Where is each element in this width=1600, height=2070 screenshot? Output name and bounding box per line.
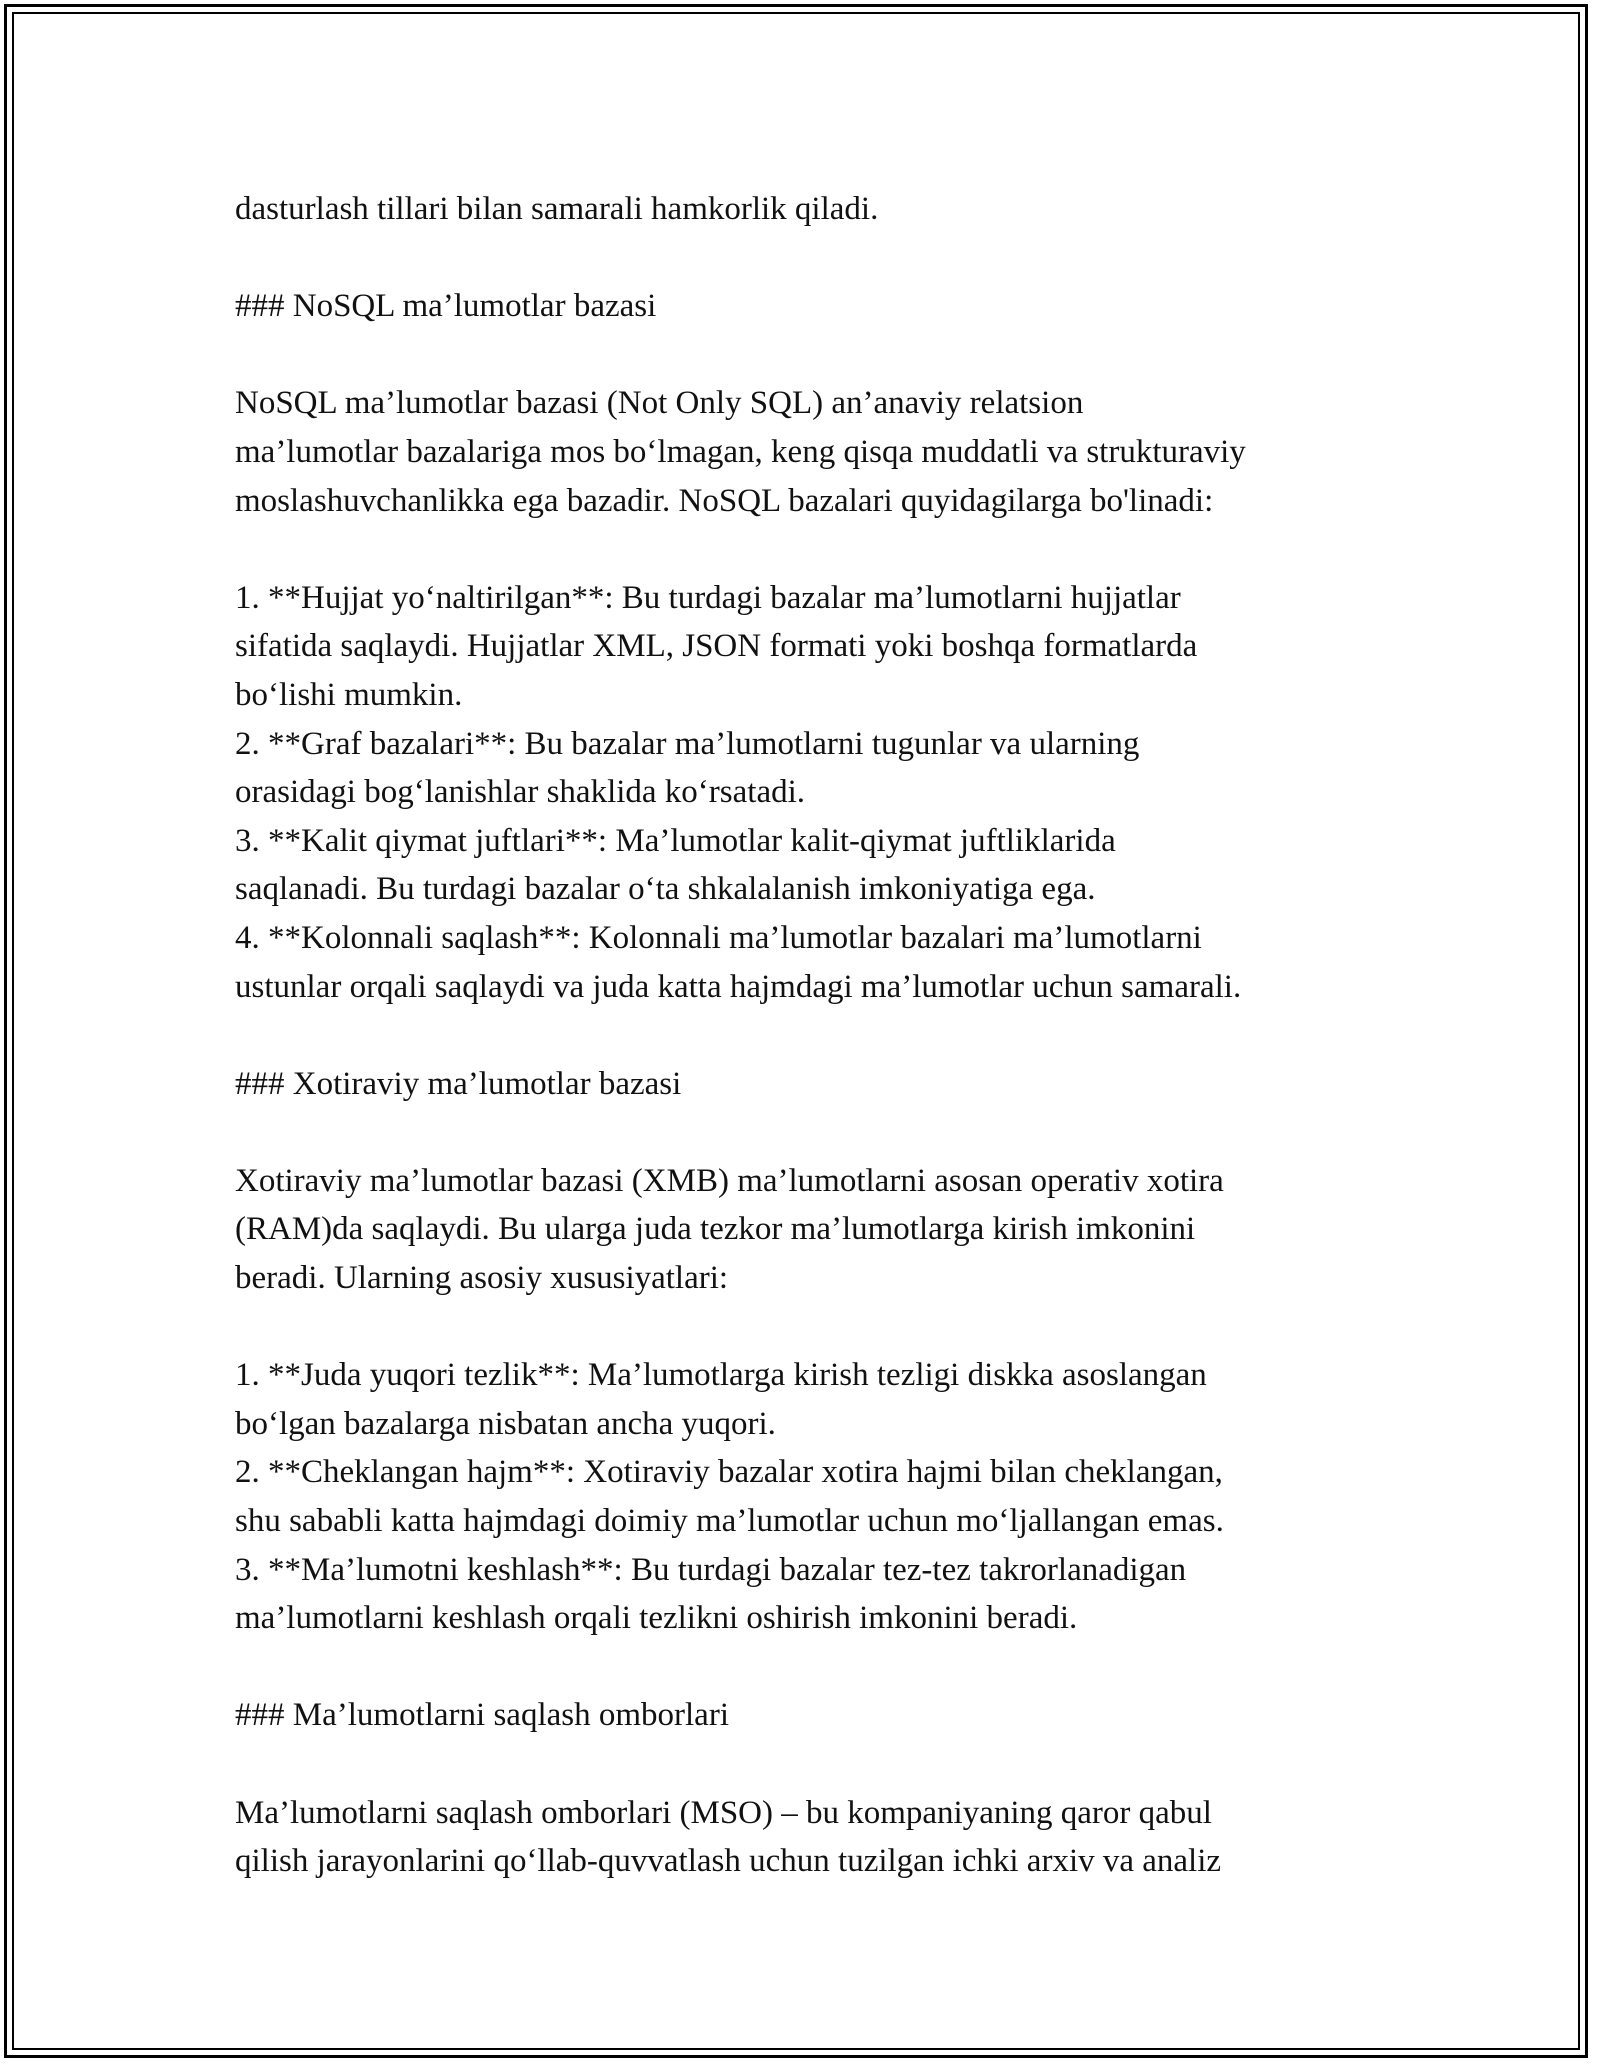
text-line: shu sababli katta hajmdagi doimiy ma’lumotlar uchun mo‘ljallangan emas.	[235, 1503, 1224, 1540]
text-line: beradi. Ularning asosiy xususiyatlari:	[235, 1260, 729, 1297]
blank-line	[235, 1740, 1435, 1789]
text-line: bo‘lishi mumkin.	[235, 676, 463, 713]
list-item: 3. **Ma’lumotni keshlash**: Bu turdagi bazalar tez-tez takrorlanadigan	[235, 1551, 1187, 1588]
text-line: moslashuvchanlikka ega bazadir. NoSQL bazalari quyidagilarga bo'linadi:	[235, 482, 1214, 519]
text-line: sifatida saqlaydi. Hujjatlar XML, JSON formati yoki boshqa formatlarda	[235, 628, 1198, 665]
text-line: saqlanadi. Bu turdagi bazalar o‘ta shkalalanish imkoniyatiga ega.	[235, 871, 1096, 908]
list-item: 3. **Kalit qiymat juftlari**: Ma’lumotlar kalit-qiymat juftliklarida	[235, 822, 1116, 859]
list-item: 4. **Kolonnali saqlash**: Kolonnali ma’lumotlar bazalari ma’lumotlarni	[235, 919, 1202, 956]
text-line: dasturlash tillari bilan samarali hamkorlik qiladi.	[235, 191, 879, 227]
text-line: NoSQL ma’lumotlar bazasi (Not Only SQL) an’anaviy relatsion	[235, 385, 1084, 422]
blank-line	[235, 1643, 1435, 1692]
text-line: qilish jarayonlarini qo‘llab-quvvatlash uchun tuzilgan ichki arxiv va analiz	[235, 1843, 1222, 1880]
text-line: (RAM)da saqlaydi. Bu ularga juda tezkor ma’lumotlarga kirish imkonini	[235, 1211, 1196, 1248]
blank-line	[235, 525, 1435, 574]
blank-line	[235, 331, 1435, 380]
text-line: ma’lumotlarni keshlash orqali tezlikni oshirish imkonini beradi.	[235, 1600, 1078, 1637]
section-heading-omborlar: ### Ma’lumotlarni saqlash omborlari	[235, 1697, 729, 1734]
section-heading-nosql: ### NoSQL ma’lumotlar bazasi	[235, 288, 657, 325]
text-line: ustunlar orqali saqlaydi va juda katta hajmdagi ma’lumotlar uchun samarali.	[235, 968, 1242, 1005]
text-line: ma’lumotlar bazalariga mos bo‘lmagan, keng qisqa muddatli va strukturaviy	[235, 433, 1246, 470]
blank-line	[235, 234, 1435, 283]
list-item: 2. **Cheklangan hajm**: Xotiraviy bazalar xotira hajmi bilan cheklangan,	[235, 1454, 1223, 1491]
section-heading-xotiraviy: ### Xotiraviy ma’lumotlar bazasi	[235, 1065, 682, 1102]
blank-line	[235, 1011, 1435, 1060]
list-item: 1. **Hujjat yo‘naltirilgan**: Bu turdagi bazalar ma’lumotlarni hujjatlar	[235, 579, 1181, 616]
text-line: orasidagi bog‘lanishlar shaklida ko‘rsatadi.	[235, 774, 806, 811]
text-line: Xotiraviy ma’lumotlar bazasi (XMB) ma’lumotlarni asosan operativ xotira	[235, 1162, 1224, 1199]
list-item: 1. **Juda yuqori tezlik**: Ma’lumotlarga kirish tezligi diskka asoslangan	[235, 1357, 1207, 1394]
text-line: bo‘lgan bazalarga nisbatan ancha yuqori.	[235, 1405, 776, 1442]
blank-line	[235, 1108, 1435, 1157]
text-line: Ma’lumotlarni saqlash omborlari (MSO) – bu kompaniyaning qaror qabul	[235, 1794, 1212, 1831]
document-body	[235, 185, 1435, 1886]
list-item: 2. **Graf bazalari**: Bu bazalar ma’lumotlarni tugunlar va ularning	[235, 725, 1140, 762]
blank-line	[235, 1303, 1435, 1352]
